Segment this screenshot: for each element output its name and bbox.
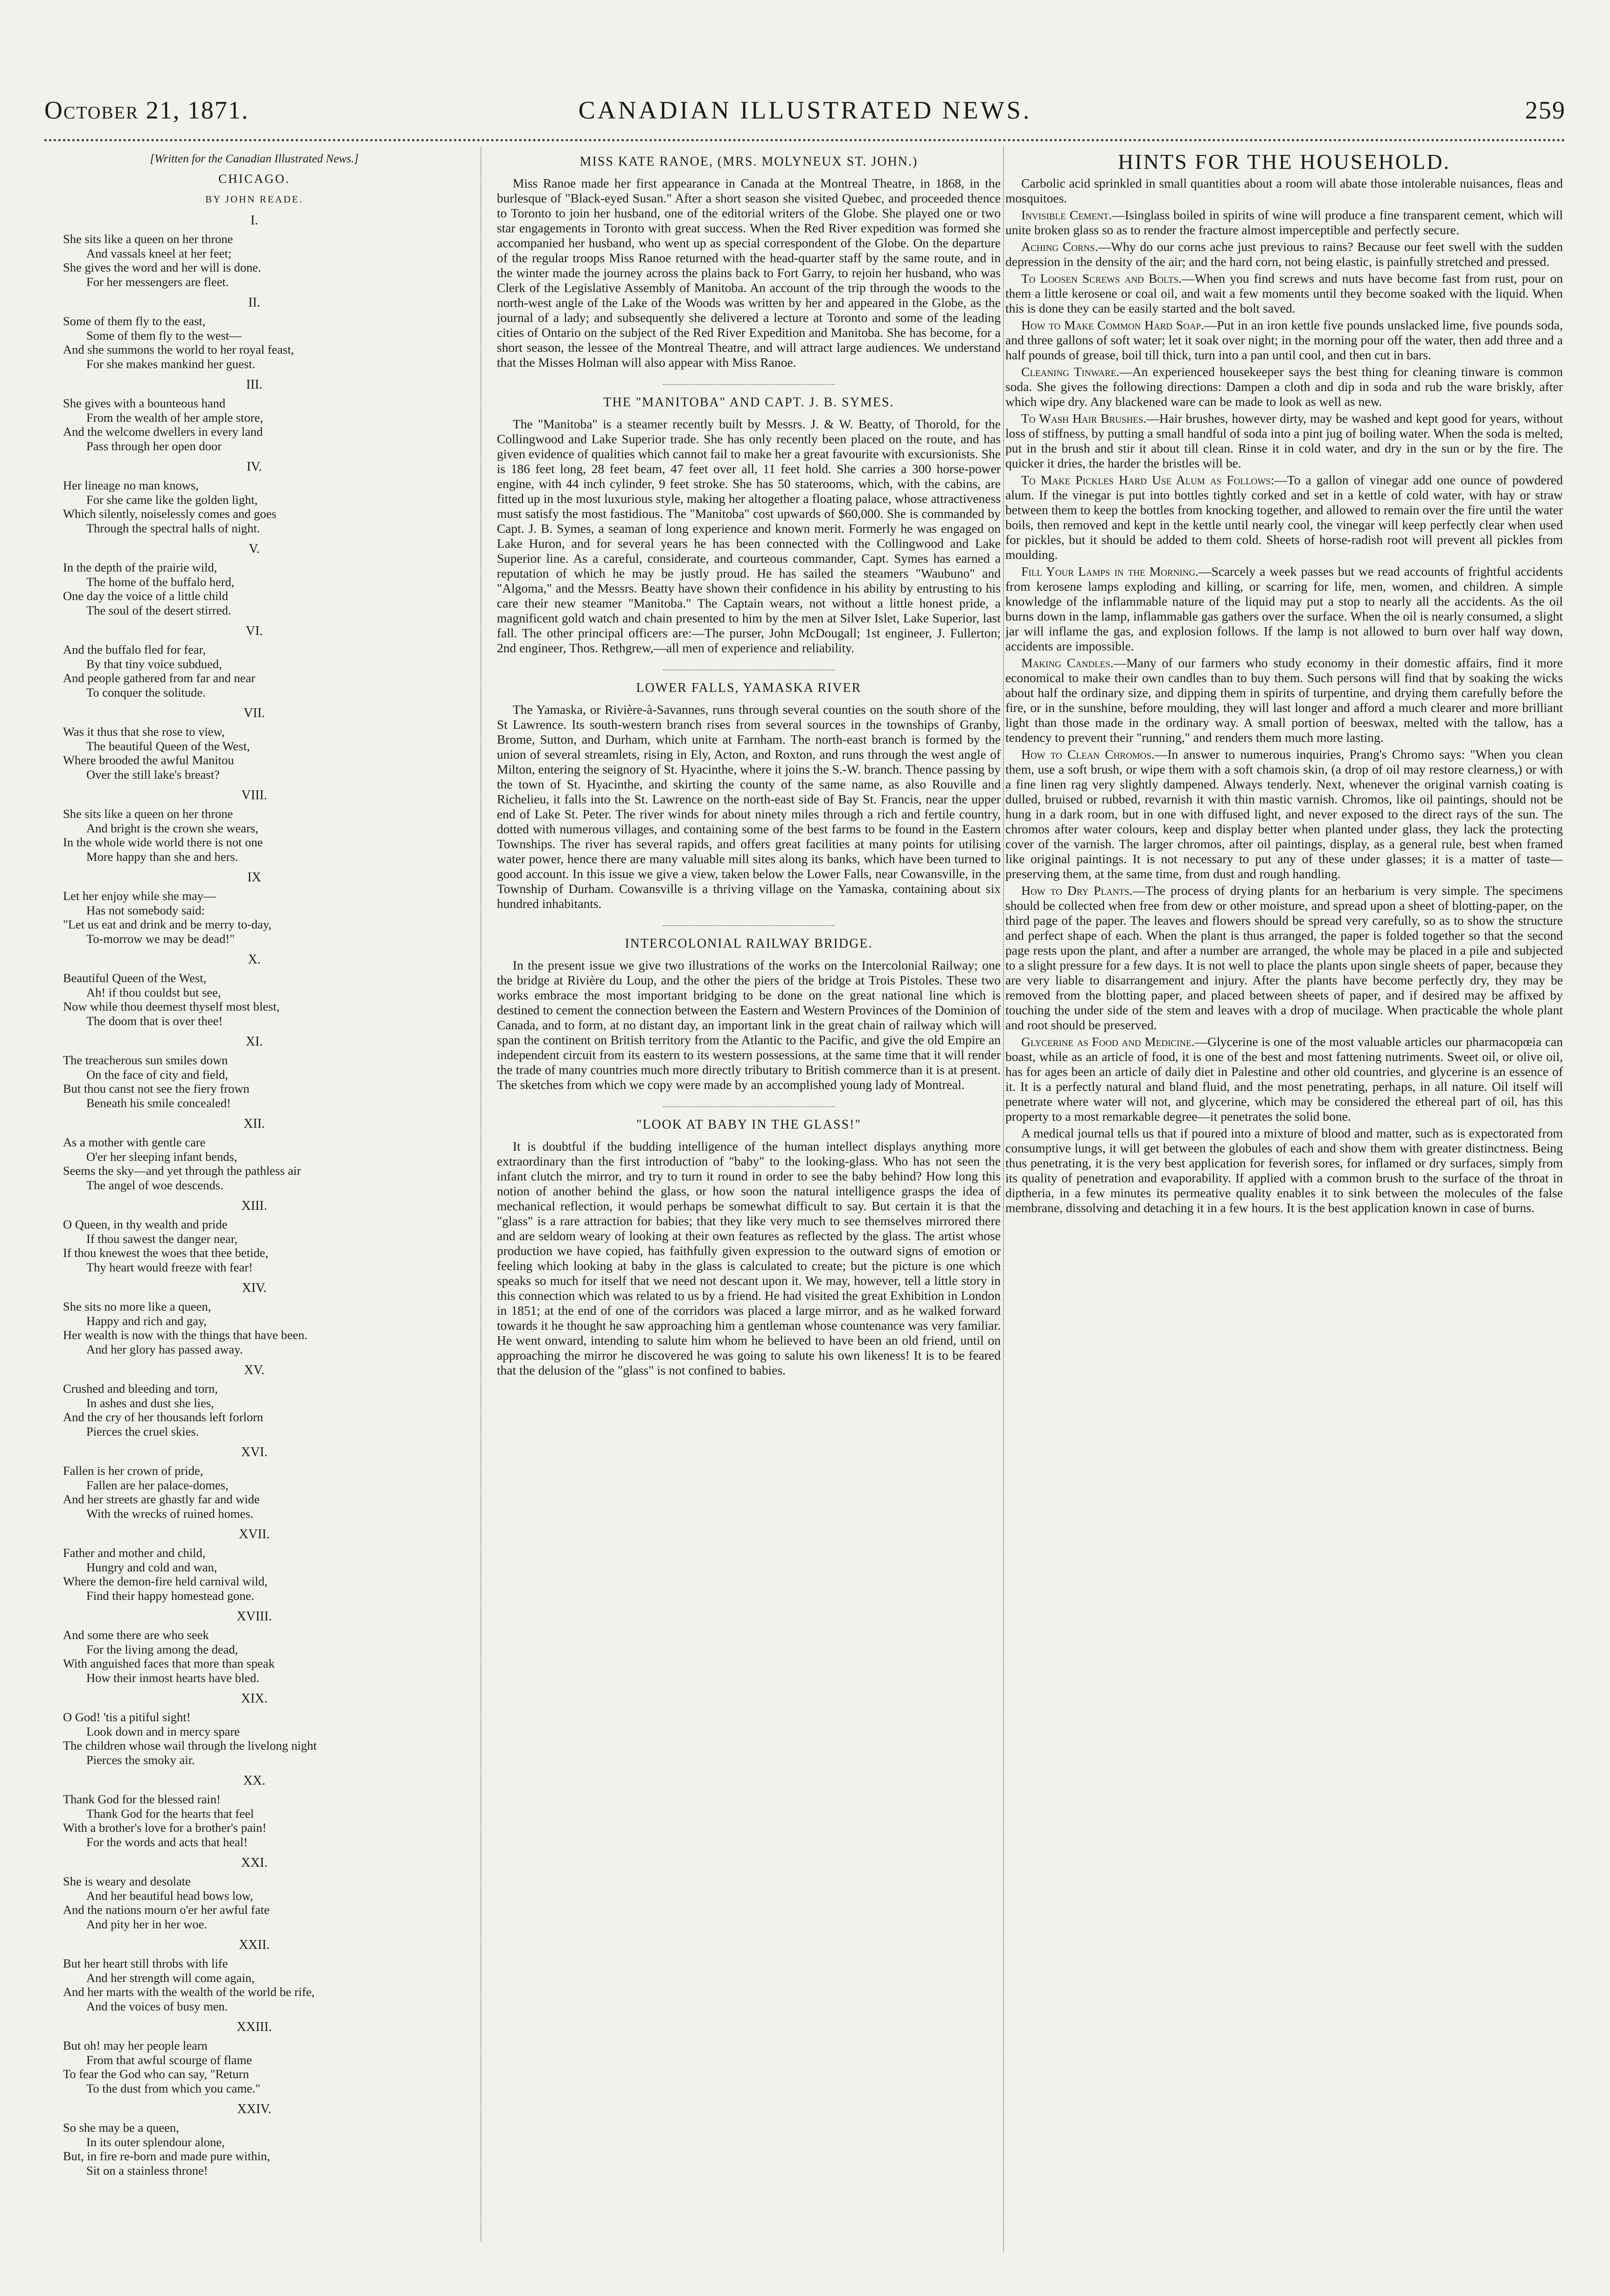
poem-line: Through the spectral halls of night. xyxy=(86,521,260,535)
stanza-number: XXIV. xyxy=(237,2102,272,2116)
poem-line: To the dust from which you came." xyxy=(86,2081,261,2095)
stanza-number: XXIII. xyxy=(237,2020,272,2034)
hint-heading: Aching Corns. xyxy=(1021,239,1098,254)
poem-line: Let her enjoy while she may— xyxy=(63,889,216,903)
poem-line: In the whole wide world there is not one xyxy=(63,835,263,849)
bridge-title: INTERCOLONIAL RAILWAY BRIDGE. xyxy=(625,936,873,951)
stanza xyxy=(44,1956,464,2013)
hint-heading: How to Dry Plants. xyxy=(1021,883,1133,898)
hints-intro: Carbolic acid sprinkled in small quantities about a room will abate those intolerable nuisances, fleas and mosquitoes. xyxy=(1005,176,1563,205)
stanza-number: VI. xyxy=(245,624,263,638)
poem-line: If thou sawest the danger near, xyxy=(86,1231,238,1246)
poem-line: She sits like a queen on her throne xyxy=(63,232,233,246)
stanza xyxy=(44,2038,464,2095)
poem-line: Thank God for the hearts that feel xyxy=(86,1806,254,1821)
hint-paragraph xyxy=(1005,473,1563,562)
poem-line: Now while thou deemest thyself most blest, xyxy=(63,999,280,1013)
stanza-number: IV. xyxy=(246,460,262,474)
hints-body xyxy=(1005,208,1563,1215)
poem-line: And her streets are ghastly far and wide xyxy=(63,1492,260,1506)
poem-line: In the depth of the prairie wild, xyxy=(63,560,217,574)
hint-heading: How to Clean Chromos. xyxy=(1021,747,1155,761)
stanza xyxy=(44,889,464,946)
poem-line: She sits no more like a queen, xyxy=(63,1299,211,1313)
poem-line: Her wealth is now with the things that have been. xyxy=(63,1328,307,1342)
poem-line: Find their happy homestead gone. xyxy=(86,1588,254,1603)
poem-line: Has not somebody said: xyxy=(86,903,205,917)
hint-text: —Hair brushes, however dirty, may be washed and kept good for years, without loss of stiffness, by putting a small handful of soda into a pint jug of boiling water. When the soda is melted, put in the brush and stir it about till clean. Rinse it in cold water, and dry in the sun or by the fire. The quicker it dries, the harder the bristles will be. xyxy=(1005,411,1563,470)
hint-text: —Put in an iron kettle five pounds unslacked lime, five pounds soda, and three gallons of soft water; let it soak over night; in the morning pour off the water, then add three and a half pounds of grease, boil till thick, turn into a pan until cool, and then cut in bars. xyxy=(1005,318,1563,362)
hint-heading: Making Candles. xyxy=(1021,656,1114,670)
poem-line: Fallen is her crown of pride, xyxy=(63,1464,203,1478)
hint-text: —In answer to numerous inquiries, Prang's Chromo says: "When you clean them, use a soft brush, or wipe them with a soft chamois skin, (a drop of oil may restore clearness,) or with a fine linen rag very slightly dampened. Always tenderly. Next, whenever the original varnish coating is dulled, bruised or rubbed, revarnish it with thin mastic varnish. Chromos, like oil paintings, should not be hung in a dark room, but in one with diffused light, and never exposed to the direct rays of the sun. The chromos after water colours, keep and display better when planted under glass, they lack the protecting cover of the varnish. The larger chromos, after oil paintings, display, as a general rule, best when framed like original paintings. It is not necessary to put any of these under glasses; it is a matter of taste—preserving them, at the same time, from dust and rough handling. xyxy=(1005,747,1563,881)
stanza-number: XVIII. xyxy=(237,1609,272,1624)
poem-line: But oh! may her people learn xyxy=(63,2038,208,2052)
section-separator xyxy=(663,1106,834,1107)
poem-line: Some of them fly to the east, xyxy=(63,314,206,328)
manitoba-title: THE "MANITOBA" AND CAPT. J. B. SYMES. xyxy=(603,395,894,410)
poem-line: To fear the God who can say, "Return xyxy=(63,2067,249,2081)
poem-line: Thy heart would freeze with fear! xyxy=(86,1260,253,1274)
page-header xyxy=(44,96,1566,140)
baby-title: "LOOK AT BABY IN THE GLASS!" xyxy=(636,1117,862,1132)
poem-line: One day the voice of a little child xyxy=(63,589,228,603)
poem-byline: BY JOHN READE. xyxy=(205,194,303,205)
poem-line: Happy and rich and gay, xyxy=(86,1313,207,1328)
poem-line: Over the still lake's breast? xyxy=(86,767,220,782)
hint-paragraph xyxy=(1005,883,1563,1033)
poem-line: "Let us eat and drink and be merry to-day, xyxy=(63,917,272,931)
stanza xyxy=(44,807,464,864)
poem-line: Seems the sky—and yet through the pathless air xyxy=(63,1164,301,1178)
hint-paragraph xyxy=(1005,656,1563,745)
hint-heading: Invisible Cement. xyxy=(1021,208,1112,222)
poem-line: Beneath his smile concealed! xyxy=(86,1096,231,1110)
stanza-number: X. xyxy=(248,952,261,967)
poem-line: The angel of woe descends. xyxy=(86,1178,223,1192)
stanza xyxy=(44,232,464,289)
poem-line: Was it thus that she rose to view, xyxy=(63,725,225,739)
yamaska-title: LOWER FALLS, YAMASKA RIVER xyxy=(636,681,862,695)
stanza-number: XV. xyxy=(244,1363,265,1377)
stanza xyxy=(44,1464,464,1521)
stanza-number: VII. xyxy=(244,706,265,720)
stanza xyxy=(44,725,464,782)
poem-line: And her beautiful head bows low, xyxy=(86,1888,253,1903)
poem-line: And her glory has passed away. xyxy=(86,1342,243,1356)
poem-line: As a mother with gentle care xyxy=(63,1135,206,1149)
poem-line: With a brother's love for a brother's pain! xyxy=(63,1821,267,1835)
stanza xyxy=(44,2121,464,2177)
stanza xyxy=(44,560,464,617)
stanza xyxy=(44,1382,464,1438)
stanza-number: XX. xyxy=(243,1773,265,1788)
poem-line: Ah! if thou couldst but see, xyxy=(86,985,221,999)
hint-text: —The process of drying plants for an herbarium is very simple. The specimens should be collected when free from dew or other moisture, and spread upon a sheet of blotting-paper, on the third page of the paper. The leaves and flowers should be spread very carefully, so as to show the structure and perfect shape of each. When the plant is thus arranged, the paper is folded together so that the second page rests upon the plant, and after a number are arranged, the whole may be placed in a pile and subjected to a slight pressure for a few days. It is not well to place the plants upon single sheets of paper, because they are very liable to disarrangement and injury. After the plants have become perfectly dry, they may be removed from the blotting paper, and placed between sheets of paper, and if desired may be affixed by touching the under side of the stem and leaves with a drop of mucilage. When practicable the whole plant and root should be preserved. xyxy=(1005,883,1563,1032)
poem-line: The soul of the desert stirred. xyxy=(86,603,231,617)
hint-paragraph xyxy=(1005,747,1563,881)
poem-line: Which silently, noiselessly comes and goes xyxy=(63,507,277,521)
stanza-number: XI. xyxy=(245,1034,263,1049)
poem-line: And the cry of her thousands left forlorn xyxy=(63,1410,264,1424)
poem-line: With the wrecks of ruined homes. xyxy=(86,1506,254,1521)
poem-line: Beautiful Queen of the West, xyxy=(63,971,207,985)
newspaper-title: CANADIAN ILLUSTRATED NEWS. xyxy=(578,96,1032,124)
hint-heading: To Make Pickles Hard Use Alum as Follows: xyxy=(1021,473,1275,487)
poem-line: And bright is the crown she wears, xyxy=(86,821,258,835)
poem-line: And pity her in her woe. xyxy=(86,1917,208,1931)
hint-paragraph xyxy=(1005,239,1563,269)
poem-line: Hungry and cold and wan, xyxy=(86,1560,217,1574)
poem-line: To conquer the solitude. xyxy=(86,685,206,699)
stanza xyxy=(44,1546,464,1603)
section-separator xyxy=(663,925,834,926)
page-number: 259 xyxy=(1525,96,1566,124)
hint-heading: Fill Your Lamps in the Morning. xyxy=(1021,564,1199,579)
hint-text: —Why do our corns ache just previous to rains? Because our feet swell with the sudden depression in the density of the air; and the hard corn, not being elastic, is painfully stretched and pressed. xyxy=(1005,239,1563,269)
stanza xyxy=(44,396,464,453)
hint-paragraph xyxy=(1005,564,1563,654)
poem-line: O'er her sleeping infant bends, xyxy=(86,1149,237,1164)
baby-text: It is doubtful if the budding intelligence of the human intellect displays anything more extraordinary than the first introduction of "baby" to the looking-glass. Who has not seen the infant clutch the mirror, and try to turn it round in order to see the baby behind? How long this notion of another behind the glass, or how soon the natural intelligence grasps the idea of mechanical reflection, it would perhaps be somewhat difficult to say. But certain it is that the "glass" is a rare attraction for babies; that they like very much to see themselves mirrored there and are seldom weary of looking at their own features as reflected by the glass. The artist whose production we have copied, has faithfully given expression to the outward signs of emotion or feeling which looking at baby in the glass is calculated to create; but the picture is one which speaks so much for itself that we need not descant upon it. We may, however, tell a little story in this connection which was related to us by a friend. He had visited the great Exhibition in London in 1851; at the end of one of the corridors was placed a large mirror, and as he walked forward towards it he thought he saw approaching him a gentleman whose countenance was very familiar. He went onward, intending to salute him whom he believed to have been an old friend, until on approaching the mirror he discovered he was going to salute his own likeness! It is to be feared that the delusion of the "glass" is not confined to babies. xyxy=(497,1139,1001,1377)
poem-line: For the words and acts that heal! xyxy=(86,1835,248,1849)
poem-line: But thou canst not see the fiery frown xyxy=(63,1082,250,1096)
poem-line: Pierces the smoky air. xyxy=(86,1752,195,1767)
stanza xyxy=(44,971,464,1028)
poem-line: And the welcome dwellers in every land xyxy=(63,425,263,439)
stanza-number: II. xyxy=(248,295,260,310)
poem-line: Her lineage no man knows, xyxy=(63,478,199,492)
poem-line: From the wealth of her ample store, xyxy=(86,410,263,425)
stanza xyxy=(44,642,464,699)
hint-heading: Cleaning Tinware. xyxy=(1021,364,1120,379)
poem-column xyxy=(44,152,464,2251)
stanza xyxy=(44,1792,464,1849)
hint-paragraph xyxy=(1005,1034,1563,1124)
poem-line: For the living among the dead, xyxy=(86,1642,238,1656)
hint-text: A medical journal tells us that if poured into a mixture of blood and matter, such as is expectorated from consumptive lungs, it will get between the globules of each and show them with greater distinctness. Being thus penetrating, it is the very best application for feverish sores, for inflamed or dry surfaces, simply from its quality of penetration and evaporability. If applied with a common brush to the surface of the throat in diptheria, in a few minutes its permeative quality enables it to sink between the molecules of the false membrane, dissolving and detaching it in a few hours. It is the best application known in case of burns. xyxy=(1005,1126,1563,1215)
poem-line: And vassals kneel at her feet; xyxy=(86,246,232,260)
stanza-number: XIX. xyxy=(241,1691,268,1706)
poem-line: Look down and in mercy spare xyxy=(86,1724,240,1738)
poem-line: And her marts with the wealth of the world be rife, xyxy=(63,1985,315,1999)
poem-line: If thou knewest the woes that thee betide, xyxy=(63,1246,269,1260)
hint-paragraph xyxy=(1005,318,1563,363)
issue-date: October 21, 1871. xyxy=(44,96,249,124)
poem-line: She is weary and desolate xyxy=(63,1874,191,1888)
poem-line: Sit on a stainless throne! xyxy=(86,2163,208,2177)
poem-line: To-morrow we may be dead!" xyxy=(86,931,235,946)
poem-line: So she may be a queen, xyxy=(63,2121,179,2135)
hint-text: —Scarcely a week passes but we read accounts of frightful accidents from kerosene lamps exploding and killing, or scarring for life, men, women, and children. A simple knowledge of the inflammable nature of the liquid may put a stop to nearly all the accidents. As the oil burns down in the lamp, inflammable gas gathers over the surface. When the oil is nearly consumed, a slight jar will inflame the gas, and explosion follows. If the lamp is not allowed to burn over half way down, accidents are impossible. xyxy=(1005,564,1563,653)
poem-line: And people gathered from far and near xyxy=(63,671,256,685)
poem-line: The treacherous sun smiles down xyxy=(63,1053,228,1067)
poem-line: Where brooded the awful Manitou xyxy=(63,753,234,767)
poem-line: And her strength will come again, xyxy=(86,1970,255,1985)
stanza xyxy=(44,478,464,535)
poem-line: How their inmost hearts have bled. xyxy=(86,1670,259,1685)
stanza xyxy=(44,1628,464,1685)
poem-line: The children whose wail through the livelong night xyxy=(63,1738,317,1752)
hint-text: —An experienced housekeeper says the best thing for cleaning tinware is common soda. She gives the following directions: Dampen a cloth and dip in soda and rub the ware briskly, after which wipe dry. Any blackened ware can be made to look as well as new. xyxy=(1005,364,1563,409)
ranoe-title: MISS KATE RANOE, (MRS. MOLYNEUX ST. JOHN.) xyxy=(579,154,918,169)
stanza xyxy=(44,1710,464,1767)
hint-heading: Glycerine as Food and Medicine. xyxy=(1021,1034,1195,1049)
hint-heading: How to Make Common Hard Soap. xyxy=(1021,318,1204,332)
hint-text: —When you find screws and nuts have become fast from rust, pour on them a little kerosene or coal oil, and wait a few moments until they become soaked with the liquid. When this is done they can be easily started and the bolt saved. xyxy=(1005,271,1563,315)
stanza-number: XII. xyxy=(244,1117,265,1131)
poem-body xyxy=(44,213,464,2177)
header-rule xyxy=(44,139,1566,141)
hint-paragraph xyxy=(1005,364,1563,409)
poem-line: For she makes mankind her guest. xyxy=(86,356,256,371)
section-separator xyxy=(663,384,834,385)
poem-line: Some of them fly to the west— xyxy=(86,328,242,342)
articles-column xyxy=(497,152,1001,2261)
poem-note: [Written for the Canadian Illustrated News.] xyxy=(150,153,359,165)
column-divider-2 xyxy=(1003,147,1004,2251)
poem-line: O God! 'tis a pitiful sight! xyxy=(63,1710,191,1724)
stanza xyxy=(44,1135,464,1192)
poem-line: And some there are who seek xyxy=(63,1628,209,1642)
yamaska-text: The Yamaska, or Rivière-à-Savannes, runs through several counties on the south shore of the St Lawrence. Its south-western branch rises from several sources in the townships of Granby, Brome, Sutton, and Durham, which unite at Farnham. The north-east branch is formed by the union of several streamlets, rising in Ely, Acton, and Roxton, and runs through the west angle of Milton, entering the seignory of St. Hyacinthe, where it joins the S.-W. branch. Thence passing by the town of St. Hyacinthe, and skirting the county of the same name, as also Rouville and Richelieu, it falls into the St. Lawrence on the north-east side of Bay St. Francis, near the upper end of Lake St. Peter. The river winds for about ninety miles through a rich and fertile country, dotted with numerous villages, and containing some of the best farms to be found in the Eastern Townships. The river has several rapids, and offers great facilities at many points for utilising water power, hence there are many valuable mill sites along its banks, which have been turned to good account. In this issue we give a view, taken below the Lower Falls, near Cowansville, in the Township of Durham. Cowansville is a thriving village on the Yamaska, containing about six hundred inhabitants. xyxy=(497,702,1001,911)
poem-line: Thank God for the blessed rain! xyxy=(63,1792,221,1806)
poem-title: CHICAGO. xyxy=(218,172,290,186)
poem-line: And the buffalo fled for fear, xyxy=(63,642,206,656)
stanza-number: XXII. xyxy=(238,1938,270,1952)
poem-line: The beautiful Queen of the West, xyxy=(86,739,250,753)
poem-line: Where the demon-fire held carnival wild, xyxy=(63,1574,268,1588)
hint-paragraph xyxy=(1005,271,1563,316)
poem-line: She gives with a bounteous hand xyxy=(63,396,226,410)
hint-text: —To a gallon of vinegar add one ounce of powdered alum. If the vinegar is put into bottles tightly corked and set in a kettle of cold water, with hay or straw between them to keep the bottles from knocking together, and allowed to remain over the fire until the water boils, then removed and kept in the kettle until nearly cool, the vinegar will keep perfectly clear when used for pickles, but it should be added to them cold. Sheets of horse-radish root will prevent all pickles from moulding. xyxy=(1005,473,1563,562)
stanza-number: I. xyxy=(250,213,258,228)
stanza-number: III. xyxy=(246,377,263,392)
hint-paragraph xyxy=(1005,208,1563,237)
stanza-number: XXI. xyxy=(241,1856,268,1870)
poem-line: In its outer splendour alone, xyxy=(86,2135,225,2149)
poem-line: Pass through her open door xyxy=(86,439,222,453)
ranoe-text: Miss Ranoe made her first appearance in Canada at the Montreal Theatre, in 1868, in the burlesque of "Black-eyed Susan." After a short season she visited Quebec, and proceeded thence to Toronto to join her husband, one of the editorial writers of the Globe. She played one or two star engagements in Toronto with great success. When the Red River expedition was formed she accompanied her husband, who went up as special correspondent of the Globe. On the departure of the regular troops Miss Ranoe returned with the head-quarter staff by the same route, and in the winter made the journey across the plains back to Fort Garry, to rejoin her husband, who was Clerk of the Legislative Assembly of Manitoba. An account of the trip through the woods to the north-west angle of the Lake of the Woods was written by her and appeared in the Globe, as the journal of a lady; and subsequently she delivered a lecture at Toronto and some of the leading cities of Ontario on the subject of the Red River Expedition and Manitoba. She has become, for a short season, the lessee of the Montreal Theatre, and will attract large audiences. We understand that the Misses Holman will also appear with Miss Ranoe. xyxy=(497,176,1001,370)
poem-line: Crushed and bleeding and torn, xyxy=(63,1382,218,1396)
poem-line: Fallen are her palace-domes, xyxy=(86,1478,229,1492)
poem-line: And the voices of busy men. xyxy=(86,1999,228,2013)
stanza-number: XIII. xyxy=(241,1199,267,1213)
poem-line: With anguished faces that more than speak xyxy=(63,1656,275,1670)
poem-line: Pierces the cruel skies. xyxy=(86,1424,199,1438)
hints-column xyxy=(1005,152,1563,2261)
poem-line: O Queen, in thy wealth and pride xyxy=(63,1217,228,1231)
poem-line: For her messengers are fleet. xyxy=(86,274,229,289)
poem-line: Father and mother and child, xyxy=(63,1546,206,1560)
stanza xyxy=(44,314,464,371)
poem-line: But, in fire re-born and made pure within, xyxy=(63,2149,270,2163)
stanza-number: XIV. xyxy=(242,1281,267,1295)
hint-paragraph xyxy=(1005,1126,1563,1215)
poem-line: More happy than she and hers. xyxy=(86,849,238,864)
stanza-number: VIII. xyxy=(241,788,267,803)
poem-line: From that awful scourge of flame xyxy=(86,2052,252,2067)
hint-text: —Many of our farmers who study economy in their domestic affairs, find it more economical to make their own candles than to buy them. Such persons will find that by soaking the wicks about half the ordinary size, and dipping them in spirits of turpentine, and drying them carefully before the fire, or in the sunshine, before moulding, they will last longer and afford a much clearer and more brilliant light than those made in the ordinary way. A small portion of beeswax, melted with the tallow, has a tendency to prevent their "running," and renders them much more lasting. xyxy=(1005,656,1563,745)
stanza-number: XVII. xyxy=(238,1527,270,1542)
hint-text: —Isinglass boiled in spirits of wine will produce a fine transparent cement, which will unite broken glass so as to render the fracture almost imperceptible and perfectly secure. xyxy=(1005,208,1563,237)
hint-paragraph xyxy=(1005,411,1563,471)
poem-line: In ashes and dust she lies, xyxy=(86,1396,214,1410)
poem-line: But her heart still throbs with life xyxy=(63,1956,228,1970)
stanza-number: XVI. xyxy=(241,1445,268,1459)
stanza-number: V. xyxy=(249,542,260,556)
poem-line: For she came like the golden light, xyxy=(86,492,258,507)
stanza-number: IX xyxy=(247,870,261,885)
poem-line: She sits like a queen on her throne xyxy=(63,807,233,821)
hint-heading: To Loosen Screws and Bolts. xyxy=(1021,271,1182,286)
manitoba-text: The "Manitoba" is a steamer recently built by Messrs. J. & W. Beatty, of Thorold, for the Collingwood and Lake Superior trade. She has only recently been placed on the route, and has given evidence of qualities which cannot fail to make her a great favourite with excursionists. She is 186 feet long, 28 feet beam, 47 feet over all, 11 feet hold. She carries a 300 horse-power engine, with 44 inch cylinder, 9 feet stroke. She has 50 staterooms, which, with the cabins, are fitted up in the most luxurious style, making her altogether a floating palace, whose attractiveness must satisfy the most fastidious. The "Manitoba" cost upwards of $60,000. She is commanded by Capt. J. B. Symes, a seaman of long experience and known merit. Formerly he was engaged on Lake Huron, and for several years he has been connected with the Collingwood and Lake Superior line. As a careful, considerate, and courteous commander, Capt. Symes has earned a reputation of which he may be justly proud. He has sailed the steamers "Waubuno" and "Algoma," and the Messrs. Beatty have shown their confidence in his ability by entrusting to his care their new steamer "Manitoba." The Captain wears, not without a little honest pride, a magnificent gold watch and chain presented to him by the men at Silver Islet, Lake Superior, last fall. The other principal officers are:—The purser, John McDougall; 1st engineer, J. Fullerton; 2nd engineer, Thos. Rethgrew,—all men of experience and reliability. xyxy=(497,417,1001,655)
poem-line: The home of the buffalo herd, xyxy=(86,574,235,589)
stanza xyxy=(44,1874,464,1931)
poem-line: She gives the word and her will is done. xyxy=(63,260,261,274)
stanza xyxy=(44,1299,464,1356)
bridge-text: In the present issue we give two illustrations of the works on the Intercolonial Railway; one the bridge at Rivière du Loup, and the other the piers of the bridge at Trois Pistoles. These two works embrace the most important bridging to be done on the great national line which is destined to cement the connection between the Eastern and Western Provinces of the Dominion of Canada, and to form, at no distant day, an important link in the great chain of railway which will span the continent on British territory from the Atlantic to the Pacific, and give the old Empire an independent circuit from its eastern to its western possessions, at the same time that it will render the trade of many countries much more directly tributary to British commerce than it is at present. The sketches from which we copy were made by an accomplished young lady of Montreal. xyxy=(497,958,1001,1092)
poem-line: On the face of city and field, xyxy=(86,1067,228,1082)
poem-line: The doom that is over thee! xyxy=(86,1013,223,1028)
poem-line: And the nations mourn o'er her awful fate xyxy=(63,1903,270,1917)
poem-line: By that tiny voice subdued, xyxy=(86,656,222,671)
hints-title: HINTS FOR THE HOUSEHOLD. xyxy=(1118,152,1450,174)
stanza xyxy=(44,1217,464,1274)
stanza xyxy=(44,1053,464,1110)
poem-line: And she summons the world to her royal feast, xyxy=(63,342,294,356)
hint-text: —Glycerine is one of the most valuable articles our pharmacopœia can boast, while as an article of food, it is one of the best and most fattening nutriments. Sweet oil, or olive oil, has for ages been an article of daily diet in Palestine and other old countries, and glycerine is an essence of it. It is a perfectly natural and bland fluid, and the most penetrating, perhaps, in all nature. Oil itself will penetrate where water will not, and glycerine, which may be considered the ethereal part of oil, has this property to a most remarkable degree—it penetrates the solid bone. xyxy=(1005,1034,1563,1124)
hint-heading: To Wash Hair Brushes. xyxy=(1021,411,1147,426)
